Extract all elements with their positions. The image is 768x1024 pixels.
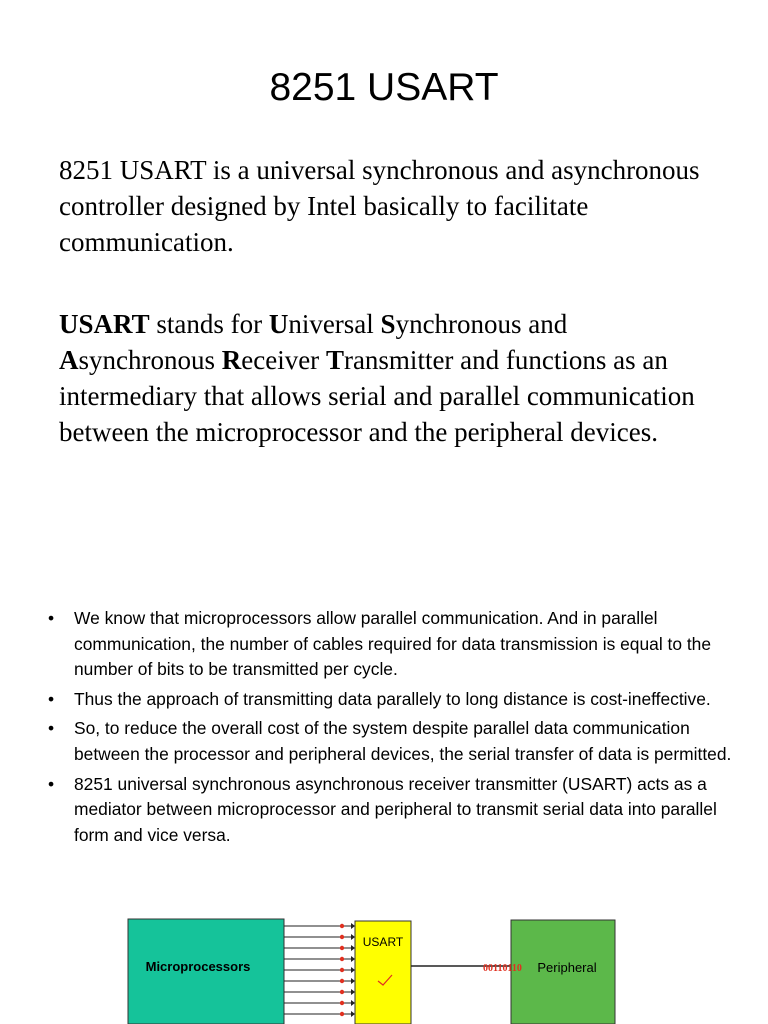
bullet-item <box>46 606 746 683</box>
serial-bits-label: 00110110 <box>483 963 522 974</box>
bullet-text: 8251 universal synchronous asynchronous receiver transmitter (USART) acts as a mediator between microprocessor and peripheral to transmit serial data into parallel form and vice versa. <box>74 773 717 845</box>
bus-arrowhead <box>351 967 355 973</box>
bus-arrowhead <box>351 956 355 962</box>
bus-arrowhead <box>351 1000 355 1006</box>
bus-arrowhead <box>351 945 355 951</box>
bullet-dot: • <box>48 688 55 709</box>
bus-arrowhead <box>351 923 355 929</box>
definition-segment: S <box>380 309 396 339</box>
bullet-list <box>46 606 746 852</box>
bus-arrowhead <box>351 934 355 940</box>
bullet-item <box>46 716 746 767</box>
usart-block-diagram <box>115 905 635 1024</box>
bit-marker <box>340 990 344 994</box>
bus-arrowhead <box>351 1011 355 1017</box>
definition-segment: ynchronous and <box>395 309 568 339</box>
definition-segment: synchronous <box>78 345 222 375</box>
definition-segment: A <box>59 345 79 375</box>
bullet-dot: • <box>48 718 55 739</box>
bit-marker <box>340 1012 344 1016</box>
parallel-bus-lines <box>284 923 355 1017</box>
bit-marker <box>340 968 344 972</box>
bullet-text: So, to reduce the overall cost of the system despite parallel data communication between the processor and peripheral devices, the serial transfer of data is permitted. <box>74 718 732 764</box>
microprocessor-label: Microprocessors <box>145 959 251 974</box>
bit-marker <box>340 924 344 928</box>
bullet-item <box>46 772 746 849</box>
bit-marker <box>340 1001 344 1005</box>
intro-paragraph: 8251 USART is a universal synchronous and asynchronous controller designed by Intel basically to facilitate communication. <box>59 155 700 257</box>
definition-segment: niversal <box>288 309 381 339</box>
bullet-dot: • <box>48 773 55 794</box>
bullet-dot: • <box>48 608 55 628</box>
bus-arrowhead <box>351 978 355 984</box>
bit-marker <box>340 946 344 950</box>
bullet-item <box>46 687 746 713</box>
definition-segment: eceiver <box>241 345 326 375</box>
bit-marker <box>340 935 344 939</box>
peripheral-label: Peripheral <box>537 960 597 975</box>
definition-segment: T <box>325 345 344 375</box>
definition-segment: U <box>268 309 289 339</box>
definition-segment: USART <box>59 309 150 339</box>
bullet-text: We know that microprocessors allow parallel communication. And in parallel communication, the number of cables required for data transmission is equal to the number of bits to be transmitted per cycle. <box>74 608 712 680</box>
usart-definition-paragraph <box>59 306 729 450</box>
definition-segment: R <box>221 345 242 375</box>
bullet-text: Thus the approach of transmitting data parallely to long distance is cost-ineffective. <box>74 688 711 709</box>
definition-segment: ransmitter and functions as an intermediary that allows serial and parallel communication between the microprocessor and the peripheral devices. <box>59 345 695 447</box>
bit-marker <box>340 957 344 961</box>
bus-arrowhead <box>351 989 355 995</box>
definition-segment: stands for <box>149 309 269 339</box>
page-title: 8251 USART <box>269 66 499 109</box>
bit-marker <box>340 979 344 983</box>
usart-label: USART <box>362 935 404 949</box>
